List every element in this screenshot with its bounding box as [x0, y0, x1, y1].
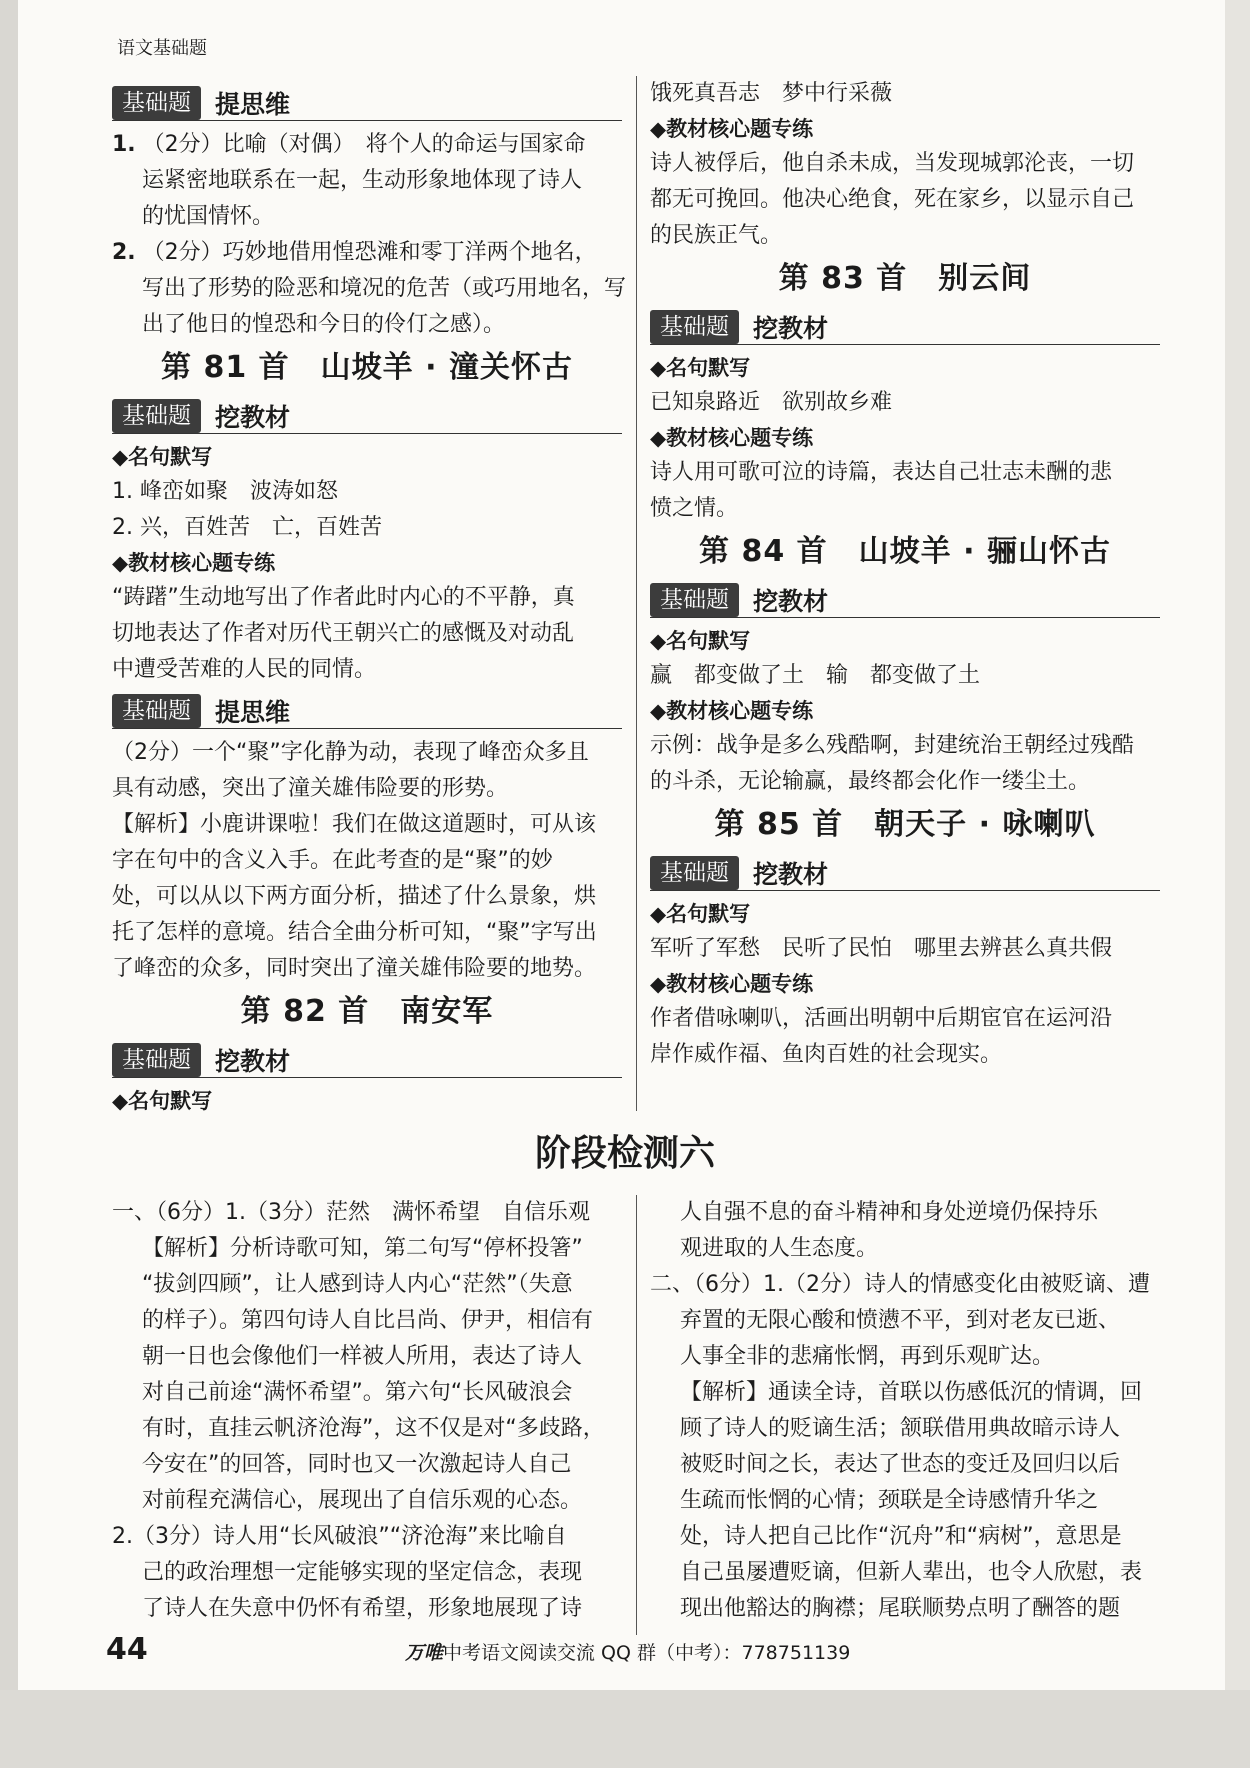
stage-line: 现出他豁达的胸襟；尾联顺势点明了酬答的题 — [680, 1596, 1121, 1621]
stage-line: 二、（6分）1.（2分）诗人的情感变化由被贬谪、遭 — [650, 1272, 1150, 1297]
stage-line: 一、（6分）1.（3分）茫然 满怀希望 自信乐观 — [112, 1200, 590, 1225]
think-line: 具有动感，突出了潼关雄伟险要的形势。 — [112, 776, 509, 801]
left-column — [112, 80, 627, 1118]
section-tag: 基础题 — [112, 1043, 201, 1077]
stage-line: 人自强不息的奋斗精神和身处逆境仍保持乐 — [680, 1200, 1099, 1225]
stage-line: 对前程充满信心，展现出了自信乐观的心态。 — [142, 1488, 583, 1513]
core-line: 愤之情。 — [650, 496, 739, 521]
answer-line: 1. （2分）比喻（对偶） 将个人的命运与国家命 — [112, 132, 586, 157]
stage-line: 有时，直挂云帆济沧海”，这不仅是对“多歧路， — [142, 1416, 605, 1441]
poem-title: 第 85 首 朝天子 · 咏喇叭 — [714, 807, 1096, 842]
section-tag-subtitle: 挖教材 — [753, 860, 829, 889]
section-tag-row — [650, 581, 1160, 618]
stage-line: “拔剑四顾”，让人感到诗人内心“茫然”（失意 — [142, 1272, 573, 1297]
section-tag-row — [650, 308, 1160, 345]
think-line: 【解析】小鹿讲课啦！我们在做这道题时，可从该 — [112, 812, 597, 837]
stage-title: 阶段检测六 — [534, 1133, 715, 1174]
stage-line: 今安在”的回答，同时也又一次激起诗人自己 — [142, 1452, 572, 1477]
core-line: 作者借咏喇叭，活画出明朝中后期宦官在运河沿 — [650, 1006, 1113, 1031]
section-tag-subtitle: 提思维 — [215, 698, 291, 727]
stage-line: 弃置的无限心酸和愤懑不平，到对老友已逝、 — [680, 1308, 1121, 1333]
subsection-heading: ◆教材核心题专练 — [650, 426, 814, 450]
stage-line: 处，诗人把自己比作“沉舟”和“病树”，意思是 — [680, 1524, 1122, 1549]
think-line: 托了怎样的意境。结合全曲分析可知，“聚”字写出 — [112, 920, 597, 945]
recite-line: 2. 兴，百姓苦 亡，百姓苦 — [112, 515, 382, 540]
scan-edge-bottom — [0, 1690, 1250, 1768]
section-tag-subtitle: 挖教材 — [753, 587, 829, 616]
poem-title: 第 82 首 南安军 — [240, 994, 494, 1029]
core-line: 中遭受苦难的人民的同情。 — [112, 657, 377, 682]
poem-title: 第 83 首 别云间 — [778, 261, 1032, 296]
stage-line: 的样子）。第四句诗人自比吕尚、伊尹，相信有 — [142, 1308, 594, 1333]
core-line: “踌躇”生动地写出了作者此时内心的不平静，真 — [112, 585, 575, 610]
subsection-heading: ◆教材核心题专练 — [650, 972, 814, 996]
stage-line: 【解析】通读全诗，首联以伤感低沉的情调，回 — [680, 1380, 1143, 1405]
stage-line: 己的政治理想一定能够实现的坚定信念，表现 — [142, 1560, 583, 1585]
core-line: 切地表达了作者对历代王朝兴亡的感慨及对动乱 — [112, 621, 575, 646]
recite-line: 赢 都变做了土 输 都变做了土 — [650, 663, 981, 688]
core-line: 的民族正气。 — [650, 223, 783, 248]
core-line: 诗人被俘后，他自杀未成，当发现城郭沦丧，一切 — [650, 151, 1135, 176]
column-divider — [636, 76, 637, 1111]
scan-edge-left — [0, 0, 18, 1768]
stage-line: 观进取的人生态度。 — [680, 1236, 879, 1261]
answer-line: 的忧国情怀。 — [142, 204, 275, 229]
stage-line: 了诗人在失意中仍怀有希望，形象地展现了诗 — [142, 1596, 583, 1621]
core-line: 都无可挽回。他决心绝食，死在家乡，以显示自己 — [650, 187, 1135, 212]
section-tag-row — [112, 692, 622, 729]
core-line: 岸作威作福、鱼肉百姓的社会现实。 — [650, 1042, 1003, 1067]
answer-line: 运紧密地联系在一起，生动形象地体现了诗人 — [142, 168, 583, 193]
think-line: 字在句中的含义入手。在此考查的是“聚”的妙 — [112, 848, 553, 873]
stage-line: 顾了诗人的贬谪生活；颔联借用典故暗示诗人 — [680, 1416, 1121, 1441]
subsection-heading: ◆教材核心题专练 — [650, 699, 814, 723]
recite-line: 已知泉路近 欲别故乡难 — [650, 390, 893, 415]
section-tag-subtitle: 挖教材 — [215, 403, 291, 432]
footer-group-info: 中考语文阅读交流 QQ 群（中考）：778751139 — [443, 1642, 851, 1664]
section-tag-subtitle: 挖教材 — [753, 314, 829, 343]
stage-line: 【解析】分析诗歌可知，第二句写“停杯投箸” — [142, 1236, 583, 1261]
section-tag: 基础题 — [650, 856, 739, 890]
right-column — [650, 76, 1160, 1073]
core-line: 的斗杀，无论输赢，最终都会化作一缕尘土。 — [650, 769, 1091, 794]
section-tag: 基础题 — [112, 399, 201, 433]
brand-logo: 万唯 — [405, 1642, 444, 1664]
poem-title: 第 81 首 山坡羊 · 潼关怀古 — [161, 350, 573, 385]
recite-line: 饿死真吾志 梦中行采薇 — [650, 81, 893, 106]
section-tag-row — [650, 854, 1160, 891]
stage-line: 被贬时间之长，表达了世态的变迁及回归以后 — [680, 1452, 1121, 1477]
section-tag: 基础题 — [112, 86, 201, 120]
stage-line: 2.（3分）诗人用“长风破浪”“济沧海”来比喻自 — [112, 1524, 567, 1549]
section-tag-subtitle: 挖教材 — [215, 1047, 291, 1076]
recite-line: 军听了军愁 民听了民怕 哪里去辨甚么真共假 — [650, 936, 1113, 961]
core-line: 诗人用可歌可泣的诗篇，表达自己壮志未酬的悲 — [650, 460, 1113, 485]
stage-left-column — [112, 1195, 622, 1627]
subsection-heading: ◆名句默写 — [112, 1089, 213, 1113]
subsection-heading: ◆名句默写 — [650, 356, 751, 380]
stage-line: 人事全非的悲痛怅惘，再到乐观旷达。 — [680, 1344, 1055, 1369]
section-tag-row — [112, 1041, 622, 1078]
section-tag: 基础题 — [650, 583, 739, 617]
subsection-heading: ◆名句默写 — [650, 902, 751, 926]
poem-title: 第 84 首 山坡羊 · 骊山怀古 — [699, 534, 1111, 569]
think-line: 了峰峦的众多，同时突出了潼关雄伟险要的地势。 — [112, 956, 597, 981]
recite-line: 1. 峰峦如聚 波涛如怒 — [112, 479, 338, 504]
answer-line: 出了他日的惶恐和今日的伶仃之感）。 — [142, 312, 506, 337]
subsection-heading: ◆名句默写 — [112, 445, 213, 469]
answer-line: 写出了形势的险恶和境况的危苦（或巧用地名，写 — [142, 276, 627, 301]
scan-edge-right — [1225, 0, 1250, 1768]
stage-line: 对自己前途“满怀希望”。第六句“长风破浪会 — [142, 1380, 573, 1405]
column-divider-lower — [636, 1195, 637, 1635]
section-tag: 基础题 — [650, 310, 739, 344]
think-line: 处，可以从以下两方面分析，描述了什么景象，烘 — [112, 884, 597, 909]
page-number: 44 — [106, 1632, 148, 1667]
footer-text — [405, 1638, 850, 1665]
section-tag-row — [112, 84, 622, 121]
section-tag: 基础题 — [112, 694, 201, 728]
subsection-heading: ◆名句默写 — [650, 629, 751, 653]
think-line: （2分）一个“聚”字化静为动，表现了峰峦众多且 — [112, 740, 589, 765]
header-label: 语文基础题 — [117, 38, 207, 59]
core-line: 示例：战争是多么残酷啊，封建统治王朝经过残酷 — [650, 733, 1135, 758]
stage-line: 朝一日也会像他们一样被人所用，表达了诗人 — [142, 1344, 583, 1369]
answer-line: 2. （2分）巧妙地借用惶恐滩和零丁洋两个地名， — [112, 240, 597, 265]
stage-line: 生疏而怅惘的心情；颈联是全诗感情升华之 — [680, 1488, 1099, 1513]
stage-right-column — [650, 1195, 1160, 1627]
subsection-heading: ◆教材核心题专练 — [650, 117, 814, 141]
stage-line: 自己虽屡遭贬谪，但新人辈出，也令人欣慰，表 — [680, 1560, 1143, 1585]
subsection-heading: ◆教材核心题专练 — [112, 551, 276, 575]
section-tag-row — [112, 397, 622, 434]
section-tag-subtitle: 提思维 — [215, 90, 291, 119]
